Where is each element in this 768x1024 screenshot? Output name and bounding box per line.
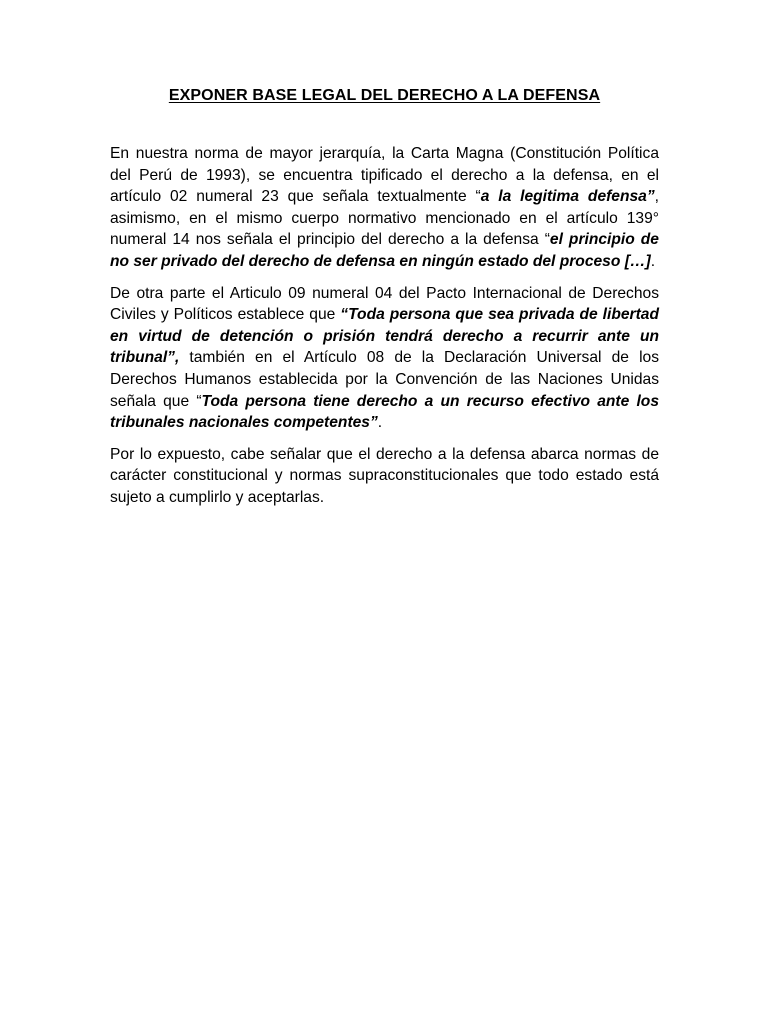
paragraph-text: Por lo expuesto, cabe señalar que el derecho a la defensa abarca normas de carácter constitucional y normas supraconstitucionales que todo estado está sujeto a cumplirlo y aceptarlas.: [110, 445, 659, 506]
quote-recurso-efectivo: Toda persona tiene derecho a un recurso efectivo ante los tribunales nacionales competentes”: [110, 392, 659, 432]
paragraph-pacto-internacional: [110, 283, 659, 434]
document-title: EXPONER BASE LEGAL DEL DERECHO A LA DEFENSA: [168, 87, 601, 104]
paragraph-text: , asimismo, en el mismo cuerpo normativo mencionado en el artículo 139° numeral 14 nos señala el principio del derecho a la defensa “: [110, 188, 659, 249]
paragraph-text: .: [377, 414, 383, 432]
quote-legitima-defensa: a la legitima defensa”: [480, 188, 655, 206]
quote-toda-persona-privada: “Toda persona que sea privada de libertad en virtud de detención o prisión tendrá derecho a recurrir ante un tribunal”,: [110, 306, 659, 367]
paragraph-conclusion: [110, 444, 659, 509]
paragraph-constitucion: [110, 143, 659, 273]
paragraph-text: .: [650, 252, 656, 270]
paragraph-text: también en el Artículo 08 de la Declaración Universal de los Derechos Humanos establecida por la Convención de las Naciones Unidas señala que “: [110, 349, 659, 410]
paragraph-text: En nuestra norma de mayor jerarquía, la Carta Magna (Constitución Política del Perú de 1993), se encuentra tipificado el derecho a la defensa, en el artículo 02 numeral 23 que señala textualmente “: [110, 145, 659, 206]
paragraph-text: De otra parte el Articulo 09 numeral 04 del Pacto Internacional de Derechos Civiles y Políticos establece que: [110, 284, 659, 324]
quote-principio-defensa: el principio de no ser privado del derecho de defensa en ningún estado del proceso […]: [110, 231, 659, 270]
